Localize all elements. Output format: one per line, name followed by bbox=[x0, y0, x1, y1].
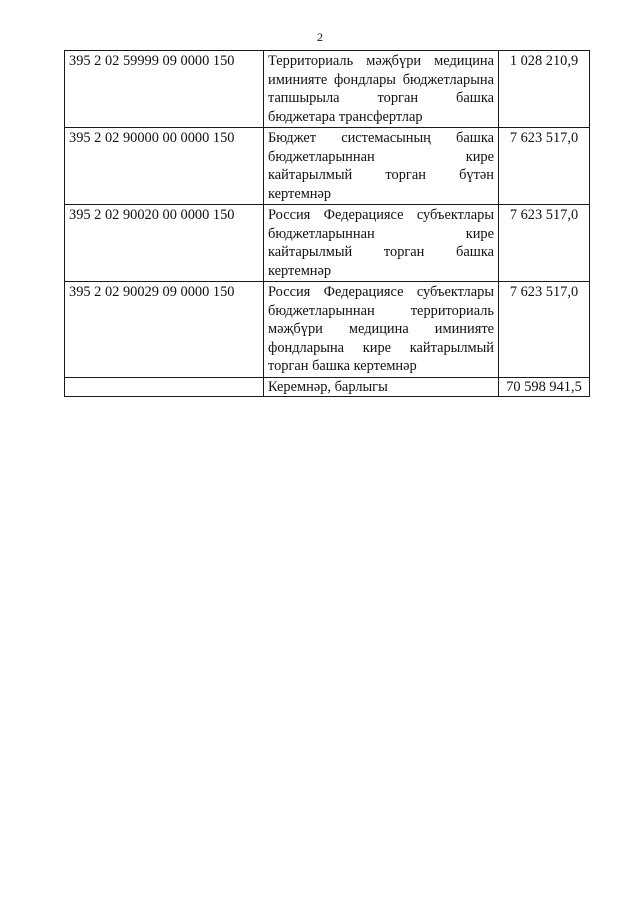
revenue-name-cell: Россия Федерациясе субъектлары бюджетларыннан территориаль мәҗбүри медицина иминияте фондларына кире кайтарылмый торган башка кертемнәр bbox=[264, 282, 499, 378]
budget-revenue-table bbox=[64, 50, 590, 397]
total-code-cell bbox=[65, 377, 264, 397]
page-number: 2 bbox=[317, 30, 323, 44]
budget-code-cell: 395 2 02 90029 09 0000 150 bbox=[65, 282, 264, 378]
budget-code-cell: 395 2 02 59999 09 0000 150 bbox=[65, 51, 264, 128]
amount-cell: 7 623 517,0 bbox=[499, 282, 590, 378]
budget-code-cell: 395 2 02 90020 00 0000 150 bbox=[65, 205, 264, 282]
table-row bbox=[65, 205, 590, 282]
table-row bbox=[65, 128, 590, 205]
revenue-name-cell: Бюджет системасының башка бюджетларыннан кире кайтарылмый торган бүтән кертемнәр bbox=[264, 128, 499, 205]
table-row bbox=[65, 51, 590, 128]
revenue-name-cell: Территориаль мәҗбүри медицина иминияте фондлары бюджетларына тапшырыла торган башка бюджетара трансфертлар bbox=[264, 51, 499, 128]
total-amount-cell: 70 598 941,5 bbox=[499, 377, 590, 397]
amount-cell: 7 623 517,0 bbox=[499, 128, 590, 205]
total-row bbox=[65, 377, 590, 397]
table-row bbox=[65, 282, 590, 378]
revenue-name-cell: Россия Федерациясе субъектлары бюджетларыннан кире кайтарылмый торган башка кертемнәр bbox=[264, 205, 499, 282]
amount-cell: 1 028 210,9 bbox=[499, 51, 590, 128]
total-label-cell: Керемнәр, барлыгы bbox=[264, 377, 499, 397]
budget-code-cell: 395 2 02 90000 00 0000 150 bbox=[65, 128, 264, 205]
amount-cell: 7 623 517,0 bbox=[499, 205, 590, 282]
